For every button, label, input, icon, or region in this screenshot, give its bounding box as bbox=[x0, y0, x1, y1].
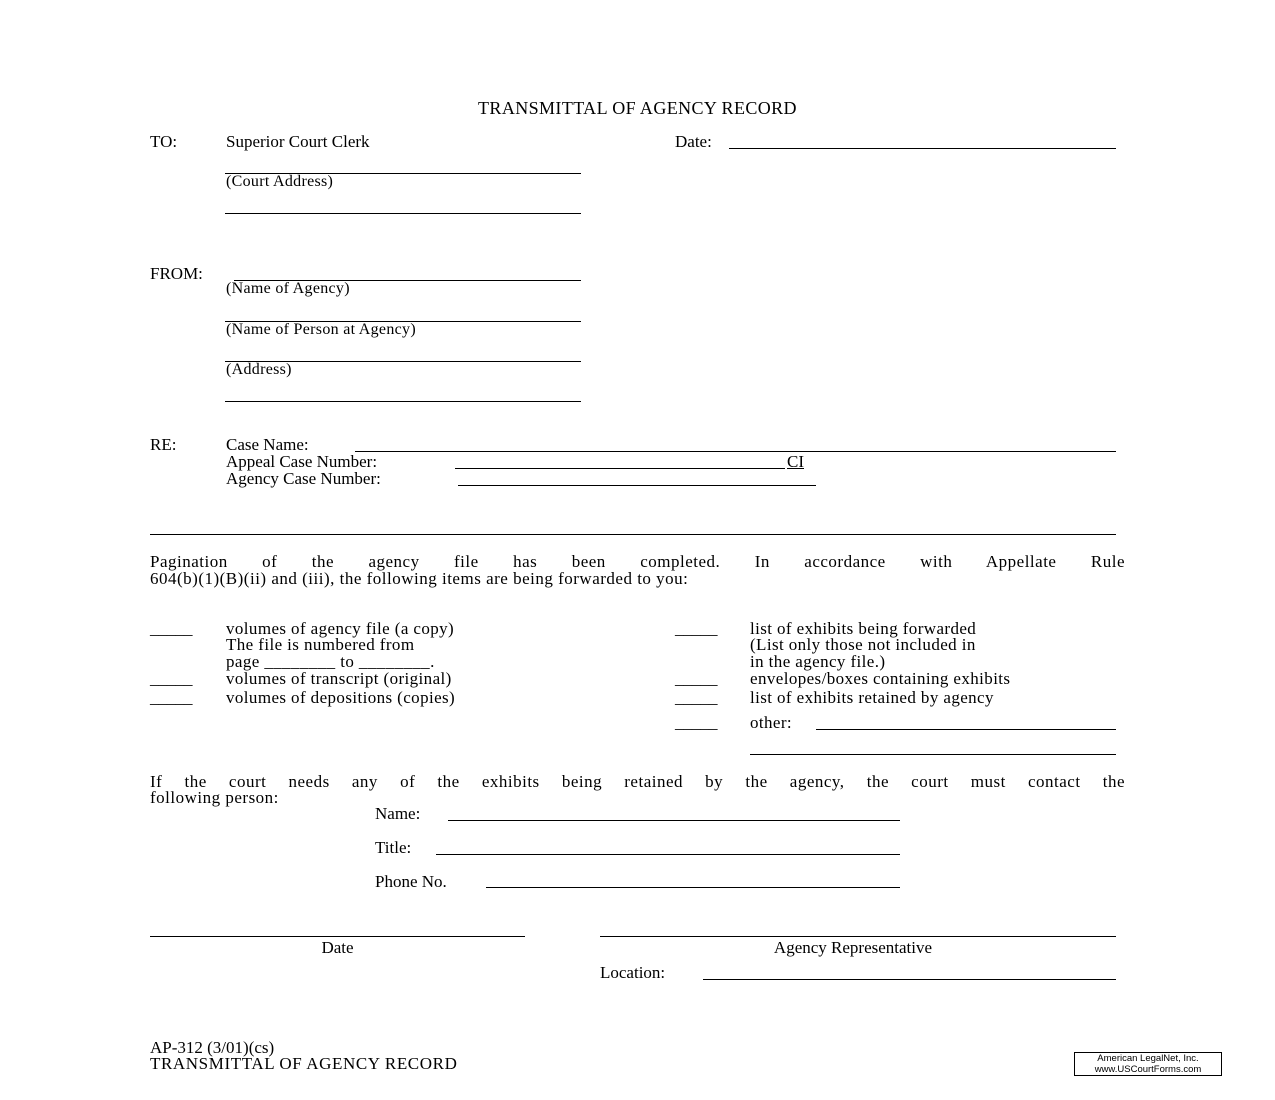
publisher-name: American LegalNet, Inc. bbox=[1097, 1053, 1199, 1064]
blank-deposition-volumes[interactable]: _____ bbox=[150, 688, 193, 707]
blank-exhibits-forwarded[interactable]: _____ bbox=[675, 619, 718, 638]
date-label: Date: bbox=[675, 132, 712, 151]
form-title: TRANSMITTAL OF AGENCY RECORD bbox=[478, 98, 797, 118]
item-numbered-from: The file is numbered from bbox=[226, 635, 415, 654]
name-of-person-label: (Name of Person at Agency) bbox=[226, 321, 416, 338]
to-label: TO: bbox=[150, 132, 178, 151]
appeal-case-number-field[interactable] bbox=[455, 468, 785, 469]
contact-title-field[interactable] bbox=[436, 854, 900, 855]
to-value: Superior Court Clerk bbox=[226, 132, 370, 151]
item-page-range[interactable]: page ________ to ________. bbox=[226, 652, 435, 671]
exhibits-line-1: If the court needs any of the exhibits being retained by the agency, the court must contact the bbox=[150, 772, 1125, 791]
item-volumes-agency-file: volumes of agency file (a copy) bbox=[226, 619, 455, 638]
contact-name-label: Name: bbox=[375, 804, 421, 823]
item-in-agency-file-note: in the agency file.) bbox=[750, 652, 886, 671]
contact-phone-label: Phone No. bbox=[375, 872, 447, 891]
blank-other[interactable]: _____ bbox=[675, 713, 718, 732]
publisher-badge bbox=[1074, 1052, 1222, 1076]
exhibits-line-2: following person: bbox=[150, 788, 279, 807]
court-address-label: (Court Address) bbox=[226, 173, 334, 190]
contact-name-field[interactable] bbox=[448, 820, 900, 821]
appeal-case-suffix: CI bbox=[787, 452, 804, 471]
blank-transcript-volumes[interactable]: _____ bbox=[150, 669, 193, 688]
footer-form-code: AP-312 (3/01)(cs) bbox=[150, 1038, 275, 1057]
item-list-exhibits-retained: list of exhibits retained by agency bbox=[750, 688, 994, 707]
item-other-label: other: bbox=[750, 713, 793, 732]
re-label: RE: bbox=[150, 435, 177, 454]
agency-representative-label: Agency Representative bbox=[773, 938, 933, 957]
location-label: Location: bbox=[600, 963, 666, 982]
footer-form-title: TRANSMITTAL OF AGENCY RECORD bbox=[150, 1054, 458, 1073]
appeal-case-number-label: Appeal Case Number: bbox=[226, 452, 378, 471]
address-label: (Address) bbox=[226, 361, 292, 378]
other-field-1[interactable] bbox=[816, 729, 1116, 730]
signature-date-label: Date bbox=[321, 938, 354, 957]
pagination-line-1: Pagination of the agency file has been completed. In accordance with Appellate Rule bbox=[150, 552, 1125, 571]
from-label: FROM: bbox=[150, 264, 203, 283]
section-divider bbox=[150, 534, 1116, 535]
other-field-2[interactable] bbox=[750, 754, 1116, 755]
item-list-only-note: (List only those not included in bbox=[750, 635, 976, 654]
contact-phone-field[interactable] bbox=[486, 887, 900, 888]
agency-case-number-label: Agency Case Number: bbox=[226, 469, 381, 488]
court-address-field[interactable] bbox=[225, 213, 581, 214]
blank-agency-volumes[interactable]: _____ bbox=[150, 619, 193, 638]
item-volumes-depositions: volumes of depositions (copies) bbox=[226, 688, 456, 707]
signature-date-field[interactable] bbox=[150, 936, 525, 937]
item-list-exhibits-forwarded: list of exhibits being forwarded bbox=[750, 619, 977, 638]
item-volumes-transcript: volumes of transcript (original) bbox=[226, 669, 452, 688]
date-field[interactable] bbox=[729, 148, 1116, 149]
location-field[interactable] bbox=[703, 979, 1116, 980]
item-envelopes-boxes: envelopes/boxes containing exhibits bbox=[750, 669, 1011, 688]
contact-title-label: Title: bbox=[375, 838, 412, 857]
name-of-agency-label: (Name of Agency) bbox=[226, 280, 350, 297]
agency-representative-field[interactable] bbox=[600, 936, 1116, 937]
case-name-field[interactable] bbox=[355, 451, 1116, 452]
case-name-label: Case Name: bbox=[226, 435, 309, 454]
blank-envelopes[interactable]: _____ bbox=[675, 669, 718, 688]
publisher-website: www.USCourtForms.com bbox=[1094, 1064, 1202, 1075]
address-field-2[interactable] bbox=[225, 401, 581, 402]
blank-exhibits-retained[interactable]: _____ bbox=[675, 688, 718, 707]
pagination-line-2: 604(b)(1)(B)(ii) and (iii), the following items are being forwarded to you: bbox=[150, 569, 689, 588]
agency-case-number-field[interactable] bbox=[458, 485, 816, 486]
